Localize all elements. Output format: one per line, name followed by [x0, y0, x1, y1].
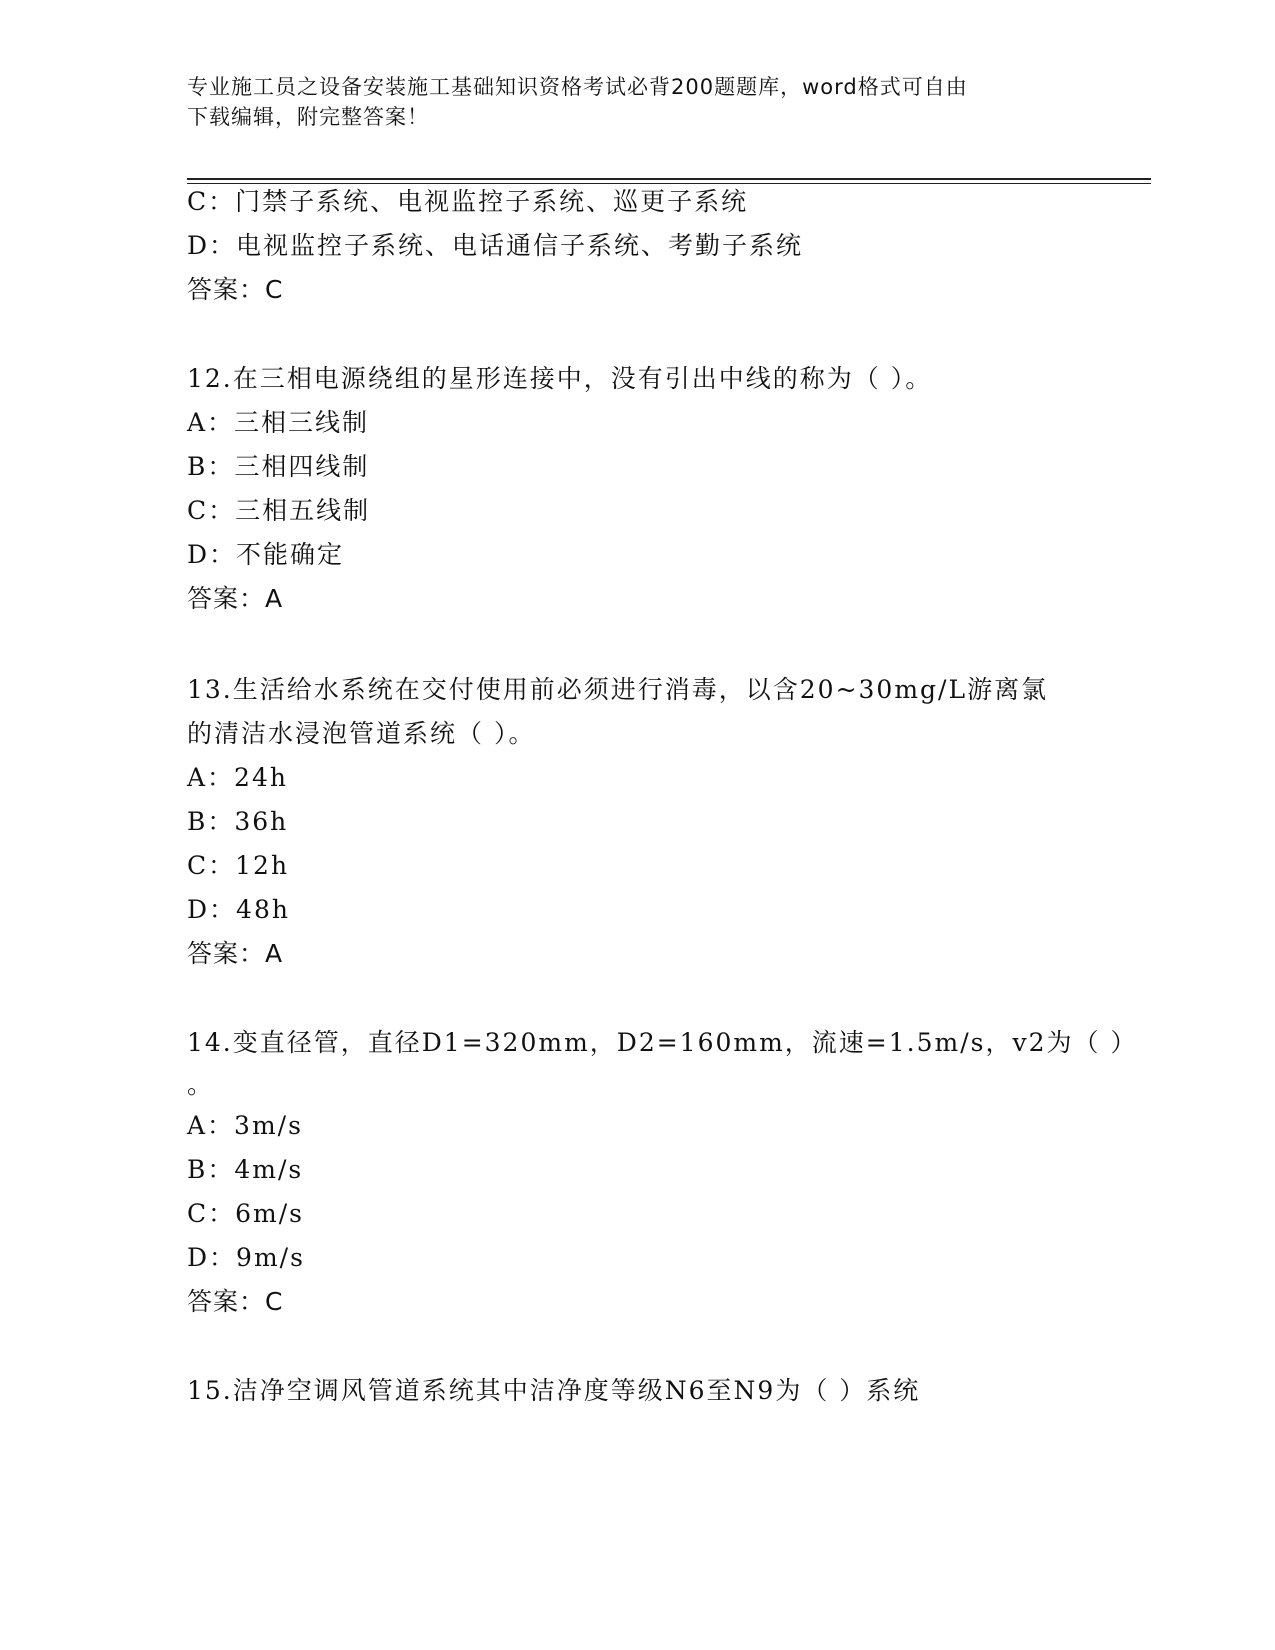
q14-option-c: C：6m/s	[187, 1199, 304, 1228]
q13-stem-line-1: 13.生活给水系统在交付使用前必须进行消毒，以含20~30mg/L游离氯	[187, 675, 1049, 704]
q12-option-d: D：不能确定	[187, 540, 345, 569]
header-line-1: 专业施工员之设备安装施工基础知识资格考试必背200题题库，word格式可自由	[187, 75, 968, 99]
q12-option-b: B：三相四线制	[187, 452, 370, 481]
q14-stem-line-2: 。	[187, 1070, 215, 1099]
q14-stem-line-1: 14.变直径管，直径D1=320mm，D2=160mm，流速=1.5m/s，v2为（ ）	[187, 1028, 1138, 1057]
q12-option-c: C：三相五线制	[187, 496, 371, 525]
document-header	[187, 72, 1067, 132]
q11-answer: 答案：C	[187, 275, 284, 304]
q12-answer: 答案：A	[187, 584, 284, 613]
header-line-2: 下载编辑，附完整答案！	[187, 105, 429, 129]
q13-option-b: B：36h	[187, 807, 289, 836]
q12-option-a: A：三相三线制	[187, 408, 370, 437]
q14-answer: 答案：C	[187, 1287, 284, 1316]
q13-stem-line-2: 的清洁水浸泡管道系统（ ）。	[187, 719, 536, 748]
header-divider-thick	[187, 178, 1151, 180]
header-divider-thin	[187, 183, 1151, 184]
q11-option-c: C：门禁子系统、电视监控子系统、巡更子系统	[187, 187, 749, 216]
q11-option-d: D：电视监控子系统、电话通信子系统、考勤子系统	[187, 231, 804, 260]
q15-stem: 15.洁净空调风管道系统其中洁净度等级N6至N9为（ ）系统	[187, 1376, 921, 1405]
q14-option-a: A：3m/s	[187, 1111, 303, 1140]
q13-option-d: D：48h	[187, 895, 290, 924]
q12-stem: 12.在三相电源绕组的星形连接中，没有引出中线的称为（ ）。	[187, 364, 933, 393]
q14-option-b: B：4m/s	[187, 1155, 304, 1184]
q14-option-d: D：9m/s	[187, 1243, 305, 1272]
q13-option-c: C：12h	[187, 851, 290, 880]
q13-answer: 答案：A	[187, 939, 284, 968]
q13-option-a: A：24h	[187, 763, 288, 792]
